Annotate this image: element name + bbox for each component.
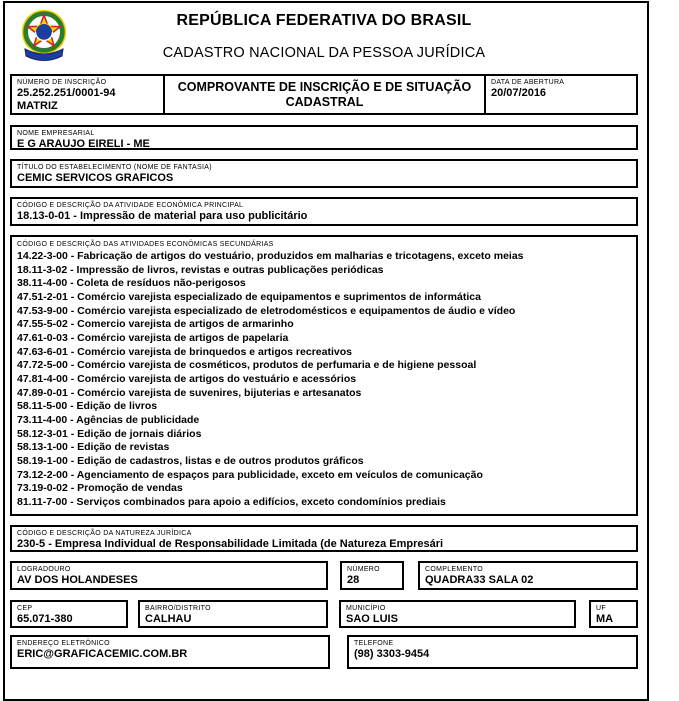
atividades-secundarias-label: CÓDIGO E DESCRIÇÃO DAS ATIVIDADES ECONÔMICAS SECUNDÁRIAS — [17, 241, 274, 248]
address-row-1 — [10, 561, 638, 590]
atividade-secundaria-item: 38.11-4-00 - Coleta de resíduos não-perigosos — [17, 277, 246, 290]
atividade-secundaria-item: 47.63-6-01 - Comércio varejista de brinquedos e artigos recreativos — [17, 345, 352, 358]
data-abertura-value: 20/07/2016 — [491, 87, 547, 99]
logradouro-value: AV DOS HOLANDESES — [17, 574, 138, 586]
atividade-secundaria-item: 47.51-2-01 - Comércio varejista especializado de equipamentos e suprimentos de informática — [17, 290, 481, 303]
municipio-value: SAO LUIS — [346, 613, 398, 625]
atividade-secundaria-item: 47.53-9-00 - Comércio varejista especializado de eletrodomésticos e equipamentos de áudio e vídeo — [17, 304, 516, 317]
atividade-secundaria-item: 58.19-1-00 - Edição de cadastros, listas e de outros produtos gráficos — [17, 454, 364, 467]
atividades-secundarias-field — [10, 235, 638, 516]
numero-inscricao-label: NÚMERO DE INSCRIÇÃO — [17, 79, 107, 86]
logradouro-field — [10, 561, 328, 590]
data-abertura-field — [486, 76, 636, 113]
nome-fantasia-label: TÍTULO DO ESTABELECIMENTO (NOME DE FANTASIA) — [17, 164, 212, 171]
atividade-principal-value: 18.13-0-01 - Impressão de material para uso publicitário — [17, 210, 308, 222]
uf-label: UF — [596, 605, 606, 612]
brazil-coat-of-arms-icon — [20, 8, 68, 66]
logradouro-label: LOGRADOURO — [17, 566, 71, 573]
atividade-secundaria-item: 73.19-0-02 - Promoção de vendas — [17, 482, 183, 495]
bairro-field — [138, 600, 328, 628]
atividade-principal-field — [10, 197, 638, 226]
natureza-juridica-value: 230-5 - Empresa Individual de Responsabilidade Limitada (de Natureza Empresári — [17, 538, 444, 550]
atividade-secundaria-item: 47.81-4-00 - Comércio varejista de artigos do vestuário e acessórios — [17, 372, 357, 385]
nome-fantasia-field — [10, 159, 638, 188]
natureza-juridica-field — [10, 525, 638, 552]
inscription-header-row — [10, 74, 638, 115]
document-sheet — [3, 1, 649, 701]
telefone-value: (98) 3303-9454 — [354, 648, 430, 660]
atividade-secundaria-item: 18.11-3-02 - Impressão de livros, revistas e outras publicações periódicas — [17, 263, 384, 276]
document-header — [10, 6, 638, 74]
cep-field — [10, 600, 128, 628]
atividade-secundaria-item: 47.61-0-03 - Comércio varejista de artigos de papelaria — [17, 331, 289, 344]
numero-inscricao-field — [12, 76, 165, 113]
nome-fantasia-value: CEMIC SERVICOS GRAFICOS — [17, 172, 174, 184]
numero-label: NÚMERO — [347, 566, 380, 573]
atividade-principal-label: CÓDIGO E DESCRIÇÃO DA ATIVIDADE ECONÔMICA PRINCIPAL — [17, 202, 244, 209]
email-value: ERIC@GRAFICACEMIC.COM.BR — [17, 648, 188, 660]
nome-empresarial-field — [10, 125, 638, 150]
tipo-estabelecimento-value: MATRIZ — [17, 100, 58, 112]
atividades-secundarias-list — [17, 250, 632, 509]
atividade-secundaria-item: 73.12-2-00 - Agenciamento de espaços para publicidade, exceto em veículos de comunicação — [17, 468, 483, 481]
numero-inscricao-value: 25.252.251/0001-94 — [17, 87, 116, 99]
atividade-secundaria-item: 73.11-4-00 - Agências de publicidade — [17, 413, 200, 426]
document-title: COMPROVANTE DE INSCRIÇÃO E DE SITUAÇÃO CADASTRAL — [165, 76, 486, 113]
nome-empresarial-value: E G ARAUJO EIRELI - ME — [17, 138, 150, 150]
address-row-2 — [10, 600, 638, 628]
atividade-secundaria-item: 47.55-5-02 - Comercio varejista de artigos de armarinho — [17, 318, 294, 331]
atividade-secundaria-item: 58.11-5-00 - Edição de livros — [17, 400, 158, 413]
cep-value: 65.071-380 — [17, 613, 73, 625]
municipio-label: MUNICÍPIO — [346, 605, 386, 612]
atividade-secundaria-item: 47.89-0-01 - Comércio varejista de suvenires, bijuterias e artesanatos — [17, 386, 362, 399]
contact-row — [10, 635, 638, 669]
atividade-secundaria-item: 58.13-1-00 - Edição de revistas — [17, 441, 170, 454]
email-field — [10, 635, 330, 669]
data-abertura-label: DATA DE ABERTURA — [491, 79, 565, 86]
natureza-juridica-label: CÓDIGO E DESCRIÇÃO DA NATUREZA JURÍDICA — [17, 530, 192, 537]
numero-field — [340, 561, 404, 590]
numero-value: 28 — [347, 574, 360, 586]
complemento-label: COMPLEMENTO — [425, 566, 484, 573]
uf-value: MA — [596, 613, 614, 625]
complemento-field — [418, 561, 638, 590]
telefone-label: TELEFONE — [354, 640, 394, 647]
cnpj-subtitle: CADASTRO NACIONAL DA PESSOA JURÍDICA — [162, 45, 486, 61]
atividade-secundaria-item: 14.22-3-00 - Fabricação de artigos do vestuário, produzidos em malharias e tricotagens, exceto meias — [17, 250, 524, 262]
atividade-secundaria-item: 81.11-7-00 - Serviços combinados para apoio a edifícios, exceto condomínios prediais — [17, 495, 446, 508]
atividade-secundaria-item: 58.12-3-01 - Edição de jornais diários — [17, 427, 202, 440]
municipio-field — [339, 600, 576, 628]
bairro-label: BAIRRO/DISTRITO — [145, 605, 211, 612]
telefone-field — [347, 635, 638, 669]
cep-label: CEP — [17, 605, 33, 612]
complemento-value: QUADRA33 SALA 02 — [425, 574, 534, 586]
uf-field — [589, 600, 638, 628]
republic-title: REPÚBLICA FEDERATIVA DO BRASIL — [176, 12, 472, 29]
email-label: ENDEREÇO ELETRÔNICO — [17, 640, 110, 647]
nome-empresarial-label: NOME EMPRESARIAL — [17, 130, 95, 137]
atividade-secundaria-item: 47.72-5-00 - Comércio varejista de cosméticos, produtos de perfumaria e de higiene pessoal — [17, 359, 477, 372]
bairro-value: CALHAU — [145, 613, 192, 625]
